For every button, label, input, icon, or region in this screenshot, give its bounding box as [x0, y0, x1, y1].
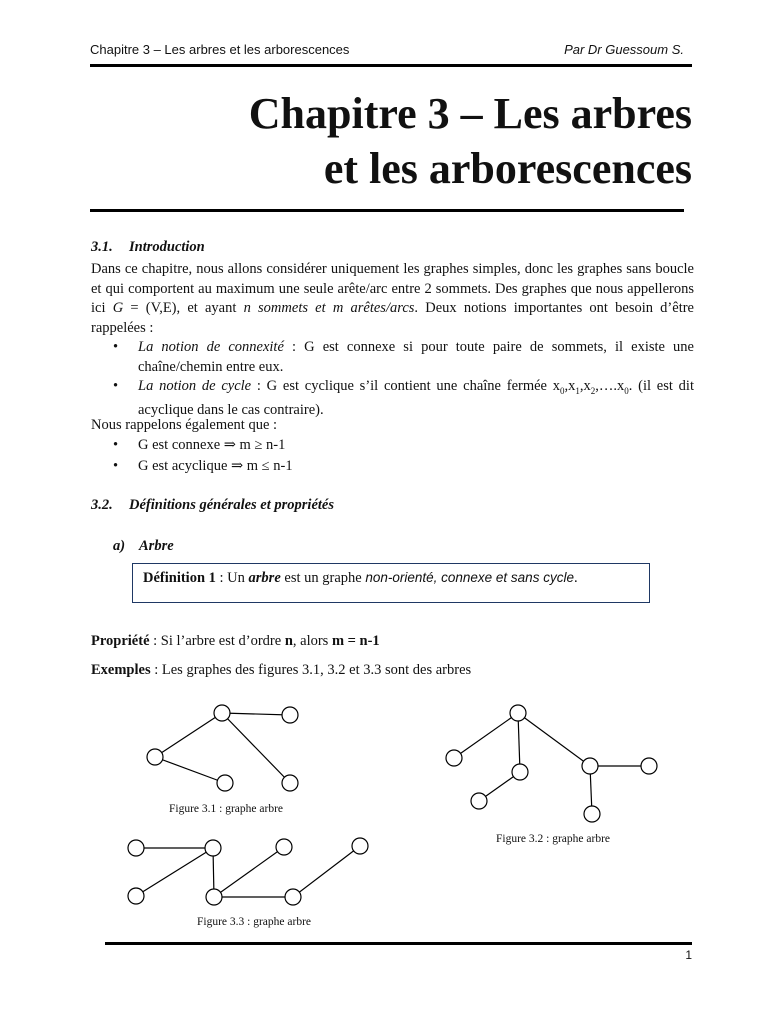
definition-italic: non-orienté, connexe et sans cycle: [365, 570, 574, 585]
bullet-text-a: : G est cyclique s’il contient une chaîne fermée x: [251, 378, 560, 394]
intro-text-italic: n sommets et m arêtes/arcs: [243, 300, 415, 316]
subscript: 2: [590, 385, 596, 396]
vertex: [282, 775, 298, 791]
definition-label: Définition 1: [143, 570, 216, 586]
edge: [136, 848, 213, 896]
recall-line: Nous rappelons également que :: [91, 417, 278, 433]
edge: [222, 713, 290, 715]
definition-end: .: [573, 570, 578, 586]
page-number: 1: [685, 948, 692, 962]
vertex: [584, 806, 600, 822]
edge: [293, 846, 360, 897]
bullet-text: : G est connexe si pour toute paire de sommets, il existe une chaîne/chemin entre eux.: [138, 339, 694, 375]
property-text-b: , alors: [292, 633, 332, 649]
definition-text-a: : Un: [215, 570, 249, 586]
vertex: [276, 839, 292, 855]
vertex: [352, 838, 368, 854]
footer-rule: [105, 942, 692, 945]
subscript: 1: [575, 385, 580, 396]
vertex: [147, 749, 163, 765]
definition-term: arbre: [248, 570, 281, 586]
vertex: [214, 705, 230, 721]
intro-text-c: . Deux notions importantes ont besoin d’être rappelées :: [91, 300, 694, 336]
vertex: [217, 775, 233, 791]
vertex: [206, 889, 222, 905]
chapter-title-line2: et les arborescences: [323, 144, 692, 193]
vertex: [128, 888, 144, 904]
figure-3-1-graph: [147, 705, 298, 791]
subsection-title: Arbre: [139, 538, 174, 554]
bullet-text: G est acyclique ⇒ m ≤ n-1: [138, 458, 293, 474]
subscript: 0: [624, 385, 629, 396]
property-text-a: : Si l’arbre est d’ordre: [149, 633, 285, 649]
edge: [518, 713, 590, 766]
bullet-text-c: . (il est dit acyclique dans le cas contraire).: [138, 378, 694, 419]
edge: [518, 713, 520, 772]
bullet-text: G est connexe ⇒ m ≥ n-1: [138, 437, 286, 453]
property-formula: m = n-1: [331, 633, 380, 649]
examples-text: : Les graphes des figures 3.1, 3.2 et 3.3 sont des arbres: [150, 662, 472, 678]
vertex: [641, 758, 657, 774]
vertex: [446, 750, 462, 766]
examples-label: Exemples: [91, 662, 151, 678]
edge: [155, 713, 222, 757]
vertex: [205, 840, 221, 856]
bullet-dot-icon: •: [113, 378, 119, 394]
chapter-title-line1: Chapitre 3 – Les arbres: [248, 89, 692, 138]
figure-3-2-caption: Figure 3.2 : graphe arbre: [496, 833, 611, 845]
definition-text-b: est un graphe: [280, 570, 366, 586]
figure-3-1-caption: Figure 3.1 : graphe arbre: [169, 803, 284, 815]
bullet-text-b: ,….x: [595, 378, 625, 394]
vertex: [128, 840, 144, 856]
bullet-text-x2: ,x: [579, 378, 591, 394]
bullet-text-x1: ,x: [564, 378, 576, 394]
property-label: Propriété: [91, 633, 150, 649]
intro-text-a: Dans ce chapitre, nous allons considérer uniquement les graphes simples, donc les graphes sans boucle et qui comportent au maximum une seule arête/arc entre 2 sommets. Des graphes que nous appellerons ici: [91, 261, 694, 316]
bullet-term: La notion de cycle: [138, 378, 252, 394]
vertex: [510, 705, 526, 721]
vertex: [282, 707, 298, 723]
bullet-term: La notion de connexité: [138, 339, 284, 355]
subsection-letter: a): [113, 538, 126, 554]
section-number: 3.2.: [91, 497, 113, 513]
property-n: n: [284, 633, 293, 649]
vertex: [471, 793, 487, 809]
edge: [214, 847, 284, 897]
running-header-title: Chapitre 3 – Les arbres et les arborescences: [90, 42, 350, 57]
figure-3-3-graph: [128, 838, 368, 905]
subscript: 0: [560, 385, 565, 396]
edge: [222, 713, 290, 783]
edge: [454, 713, 518, 758]
bullet-dot-icon: •: [113, 437, 119, 453]
section-title: Définitions générales et propriétés: [129, 497, 335, 513]
intro-text-g: G: [112, 300, 124, 316]
section-title: Introduction: [129, 239, 205, 255]
vertex: [285, 889, 301, 905]
bullet-dot-icon: •: [113, 458, 119, 474]
running-header-author: Par Dr Guessoum S.: [564, 42, 684, 57]
figure-3-3-caption: Figure 3.3 : graphe arbre: [197, 916, 312, 928]
intro-text-b: = (V,E), et ayant: [123, 300, 244, 316]
vertex: [582, 758, 598, 774]
figure-3-2-graph: [446, 705, 657, 822]
bullet-dot-icon: •: [113, 339, 119, 355]
edge: [155, 757, 225, 783]
section-number: 3.1.: [91, 239, 113, 255]
vertex: [512, 764, 528, 780]
